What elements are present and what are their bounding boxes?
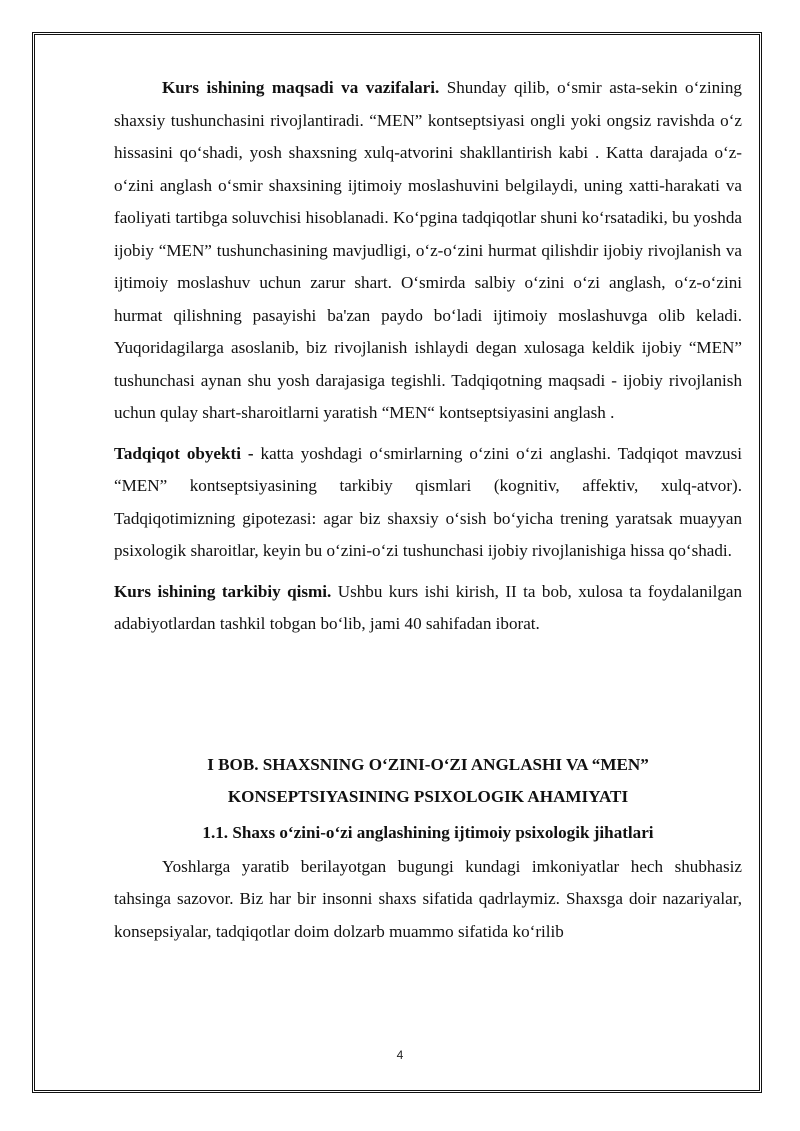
section-title: 1.1. Shaxs o‘zini-o‘zi anglashining ijtimoiy psixologik jihatlari [202, 822, 654, 842]
paragraph-heading: Tadqiqot obyekti - [114, 443, 254, 463]
spacer [114, 641, 742, 749]
paragraph-course-goal [114, 72, 742, 430]
paragraph-course-structure [114, 576, 742, 641]
chapter-title-line-2: KONSEPTSIYASINING PSIXOLOGIK AHAMIYATI [227, 786, 629, 806]
document-body [114, 72, 742, 948]
paragraph-text: katta yoshdagi o‘smirlarning o‘zini o‘zi anglashi. Tadqiqot mavzusi “MEN” kontseptsiyasining tarkibiy qismlari (kognitiv, affektiv, xulq-atvor). Tadqiqotimizning gipotezasi: agar biz shaxsiy o‘sish bo‘yicha trening yaratsak muayyan psixologik sharoitlar, keyin bu o‘zini-o‘zi tushunchasi ijobiy rivojlanishiga hissa qo‘shadi. [114, 443, 742, 560]
paragraph-intro: Yoshlarga yaratib berilayotgan bugungi kundagi imkoniyatlar hech shubhasiz tahsinga sazovor. Biz har bir insonni shaxs sifatida qadrlaymiz. Shaxsga doir nazariyalar, konsepsiyalar, tadqiqotlar doim dolzarb muammo sifatida ko‘rilib [114, 856, 742, 941]
paragraph-research-object [114, 438, 742, 568]
paragraph-text: Shunday qilib, o‘smir asta-sekin o‘zining shaxsiy tushunchasini rivojlantiradi. “MEN” kontseptsiyasi ongli yoki ongsiz ravishda o‘z hissasini qo‘shadi, yosh shaxsning xulq-atvorini shakllantirish kabi . Katta darajada o‘z-o‘zini anglash o‘smir shaxsining ijtimoiy moslashuvini belgilaydi, uning xatti-harakati va faoliyati tartibga soluvchisi hisoblanadi. Ko‘pgina tadqiqotlar shuni ko‘rsatadiki, bu yoshda ijobiy “MEN” tushunchasining mavjudligi, o‘z-o‘zini hurmat qilishdir ijobiy rivojlanish va ijtimoiy moslashuv uchun zarur shart. O‘smirda salbiy o‘zini o‘zi anglash, o‘z-o‘zini hurmat qilishning pasayishi ba'zan paydo bo‘ladi ijtimoiy moslashuvga olib keladi. Yuqoridagilarga asoslanib, biz rivojlanish ishlaydi degan xulosaga keldik ijobiy “MEN” tushunchasi aynan shu yosh darajasiga tegishli. Tadqiqotning maqsadi - ijobiy rivojlanish uchun qulay shart-sharoitlarni yaratish “MEN“ kontseptsiyasini anglash . [114, 78, 742, 422]
paragraph-text: Ushbu kurs ishi kirish, II ta bob, xulosa ta foydalanilgan adabiyotlardan tashkil tobgan bo‘lib, jami 40 sahifadan iborat. [114, 581, 742, 633]
chapter-title-line-1: I BOB. SHAXSNING O‘ZINI-O‘ZI ANGLASHI VA “MEN” [207, 754, 649, 774]
paragraph-heading: Kurs ishining tarkibiy qismi. [114, 581, 332, 601]
page-number: 4 [396, 1048, 404, 1062]
paragraph-heading: Kurs ishining maqsadi va vazifalari. [162, 78, 440, 97]
